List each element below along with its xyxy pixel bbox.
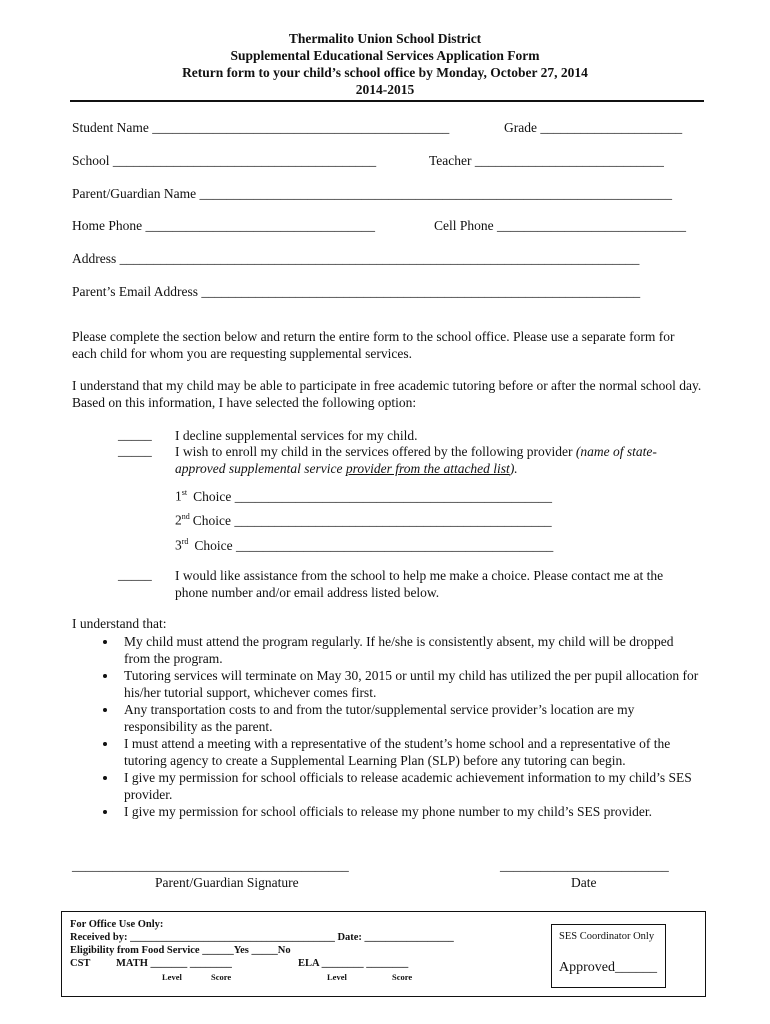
choice3-suffix: rd — [181, 537, 189, 546]
list-item: • I give my permission for school officials to release academic achievement information to my child’s SES provider. — [118, 769, 702, 803]
form-title: Supplemental Educational Services Application Form — [230, 48, 540, 63]
enroll-checkbox-blank[interactable]: _____ — [118, 443, 152, 458]
student-name-field[interactable]: Student Name ____________________________________________ — [72, 120, 450, 135]
list-item: • My child must attend the program regularly. If he/she is consistently absent, my child will be dropped from the program. — [118, 633, 702, 667]
decline-option-label: I decline supplemental services for my child. — [175, 428, 418, 443]
choice1-number: 1 — [175, 488, 182, 504]
enroll-italic-text: (name of state-approved supplemental service — [175, 444, 657, 476]
choice2-number: 2 — [175, 512, 182, 528]
understanding-paragraph: I understand that my child may be able to participate in free academic tutoring before or after the normal school day. Based on this information, I have selected the following option: — [72, 378, 702, 410]
signature-line[interactable]: _________________________________________ — [72, 858, 349, 873]
assist-checkbox-blank[interactable]: _____ — [118, 567, 152, 582]
instructions-paragraph: Please complete the section below and return the entire form to the school office. Please use a separate form for each child for whom you are requesting supplemental services. — [72, 329, 675, 361]
math-line: MATH _______ ________ — [116, 958, 232, 969]
decline-checkbox-blank[interactable]: _____ — [118, 427, 152, 442]
third-choice-field[interactable] — [175, 537, 553, 554]
second-choice-field[interactable] — [175, 512, 552, 529]
return-instruction: Return form to your child’s school office by Monday, October 27, 2014 — [182, 65, 588, 80]
home-phone-field[interactable]: Home Phone __________________________________ — [72, 218, 375, 233]
choice2-line: Choice _______________________________________________ — [192, 512, 552, 528]
choice1-line: Choice _______________________________________________ — [193, 488, 552, 504]
school-field[interactable]: School _______________________________________ — [72, 153, 377, 168]
cell-phone-field[interactable]: Cell Phone ____________________________ — [434, 218, 686, 233]
choice3-line: Choice _______________________________________________ — [194, 537, 554, 553]
district-title: Thermalito Union School District — [288, 31, 482, 46]
school-year: 2014-2015 — [355, 82, 415, 97]
received-by-line: Received by: _______________________________________ Date: _________________ — [70, 932, 454, 943]
choice2-suffix: nd — [181, 512, 190, 521]
header-divider — [70, 100, 704, 102]
math-level-label: Level — [162, 972, 182, 982]
date-label: Date — [571, 875, 597, 890]
provider-list-link[interactable]: provider from the attached list — [345, 461, 510, 476]
grade-field[interactable]: Grade _____________________ — [504, 120, 683, 135]
enroll-option-label — [175, 443, 695, 477]
cst-label: CST — [70, 958, 91, 969]
choice3-number: 3 — [175, 537, 182, 553]
ses-coordinator-label: SES Coordinator Only — [559, 931, 655, 942]
understanding-list — [90, 633, 702, 820]
math-score-label: Score — [211, 972, 232, 982]
approved-field[interactable]: Approved______ — [559, 960, 657, 975]
signature-label: Parent/Guardian Signature — [155, 875, 299, 890]
understand-intro: I understand that: — [72, 616, 167, 631]
ela-line: ELA ________ ________ — [298, 958, 409, 969]
teacher-field[interactable]: Teacher ____________________________ — [429, 153, 664, 168]
date-line[interactable]: _________________________ — [500, 858, 669, 873]
office-use-title: For Office Use Only: — [70, 919, 164, 930]
parent-email-field[interactable]: Parent’s Email Address _________________________________________________________________ — [72, 284, 641, 299]
choice1-suffix: st — [181, 488, 188, 497]
first-choice-field[interactable] — [175, 488, 552, 505]
address-field[interactable]: Address _____________________________________________________________________________ — [72, 251, 640, 266]
enroll-italic-end: ). — [509, 461, 518, 476]
ela-level-label: Level — [327, 972, 347, 982]
list-item: • I give my permission for school officials to release my phone number to my child’s SES provider. — [118, 803, 702, 820]
enroll-text: I wish to enroll my child in the services offered by the following provider — [175, 444, 576, 459]
list-item: • I must attend a meeting with a representative of the student’s home school and a representative of the tutoring agency to create a Supplemental Learning Plan (SLP) before any tutoring can begin. — [118, 735, 702, 769]
parent-guardian-name-field[interactable]: Parent/Guardian Name ______________________________________________________________________ — [72, 186, 672, 201]
list-item: • Tutoring services will terminate on May 30, 2015 or until my child has utilized the per pupil allocation for his/her tutorial support, whichever comes first. — [118, 667, 702, 701]
form-header — [0, 30, 770, 98]
assist-option-label: I would like assistance from the school to help me make a choice. Please contact me at the phone number and/or email address listed below. — [175, 568, 664, 600]
ela-score-label: Score — [392, 972, 413, 982]
eligibility-line: Eligibility from Food Service ______Yes _____No — [70, 945, 291, 956]
list-item: • Any transportation costs to and from the tutor/supplemental service provider’s location are my responsibility as the parent. — [118, 701, 702, 735]
